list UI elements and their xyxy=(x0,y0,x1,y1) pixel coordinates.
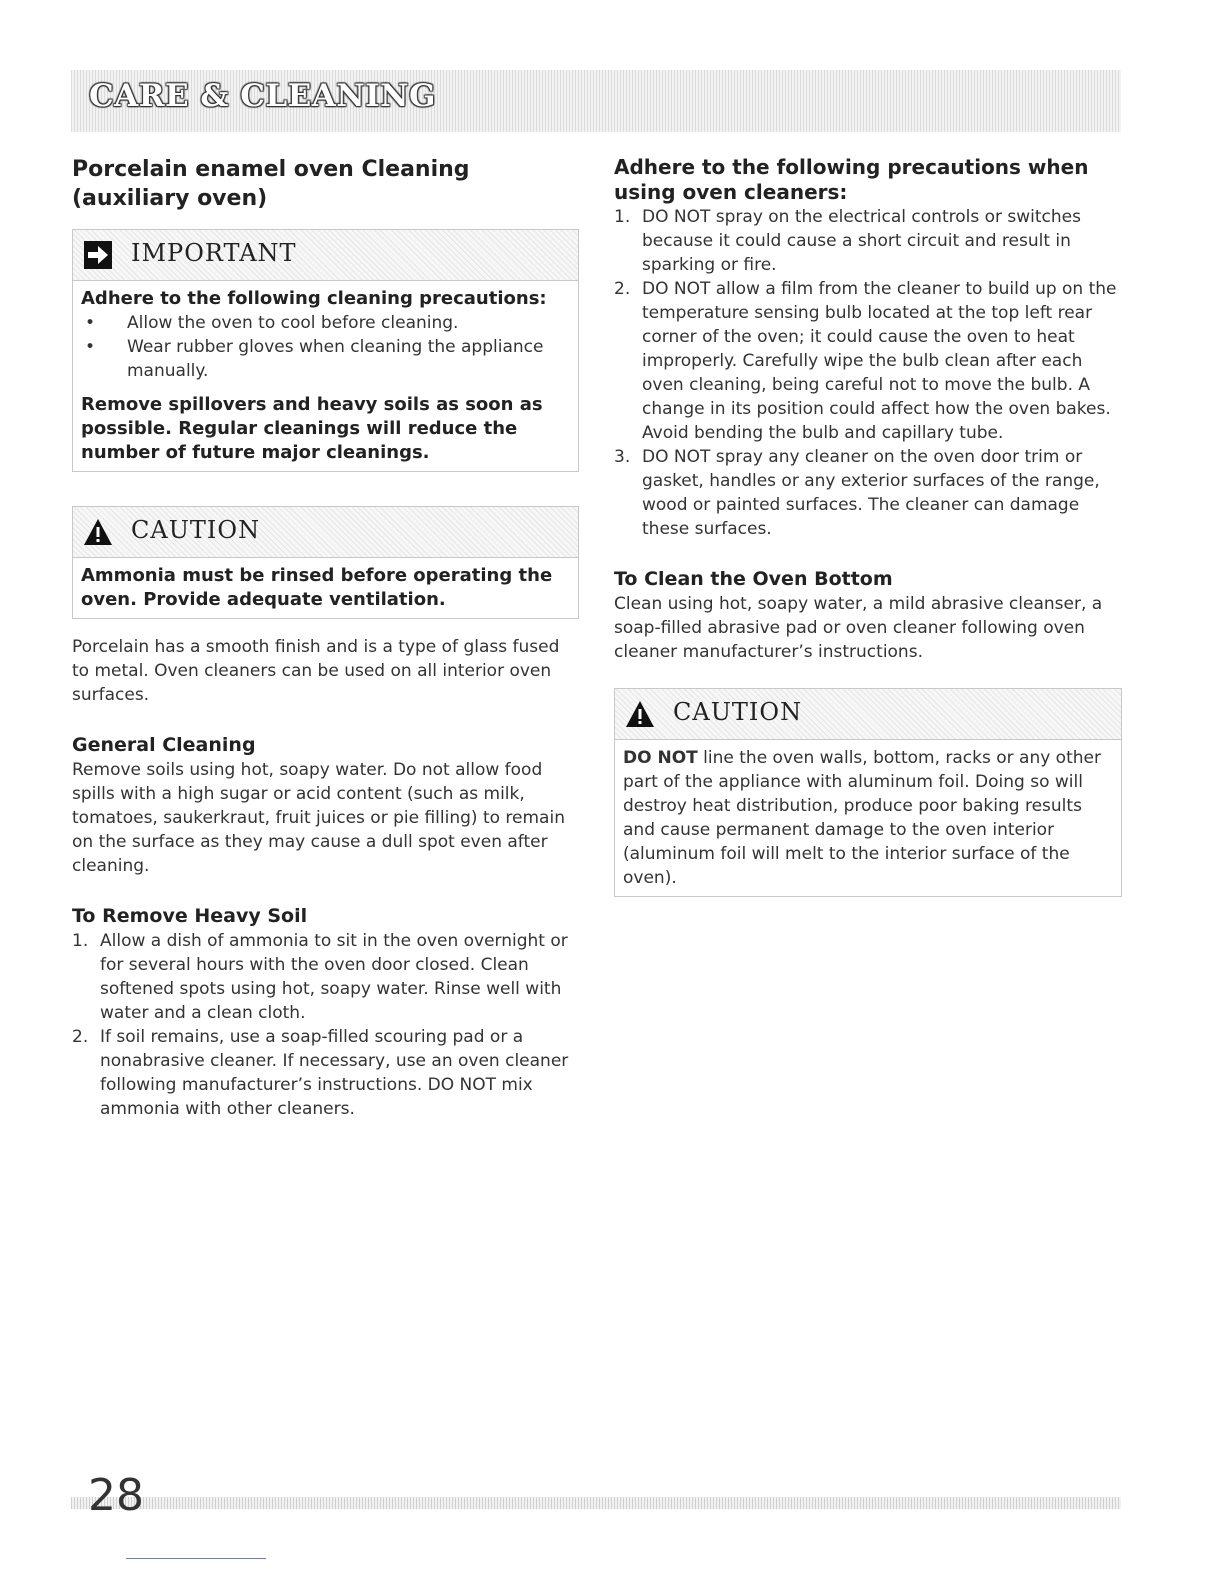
caution-lead: DO NOT xyxy=(623,748,698,768)
caution-label: CAUTION xyxy=(673,698,803,726)
oven-bottom-title: To Clean the Oven Bottom xyxy=(614,568,893,590)
list-item xyxy=(614,445,1122,541)
right-column xyxy=(614,155,1122,913)
list-item xyxy=(614,277,1122,445)
list-item xyxy=(72,1025,579,1121)
list-item xyxy=(72,929,579,1025)
header-band xyxy=(71,70,1121,132)
general-cleaning-title: General Cleaning xyxy=(72,734,256,756)
important-box xyxy=(72,229,579,472)
caution-box-header xyxy=(73,507,578,558)
step-text: DO NOT spray on the electrical controls or switches because it could cause a short circuit and result in sparking or fire. xyxy=(642,207,1081,275)
caution-box-ammonia xyxy=(72,506,579,619)
step-text: Allow a dish of ammonia to sit in the oven overnight or for several hours with the oven door closed. Clean softened spots using hot, soapy water. Rinse well with water and a clean cloth. xyxy=(100,931,568,1023)
arrow-right-icon xyxy=(83,240,113,270)
step-text: DO NOT spray any cleaner on the oven door trim or gasket, handles or any exterior surfaces of the range, wood or painted surfaces. The cleaner can damage these surfaces. xyxy=(642,447,1100,539)
page-title: CARE & CLEANING xyxy=(89,78,436,114)
caution-text xyxy=(623,746,1113,890)
step-number: 2. xyxy=(72,1027,89,1047)
heavy-soil-title: To Remove Heavy Soil xyxy=(72,905,308,927)
caution-box-body xyxy=(73,558,578,618)
important-heading: Adhere to the following cleaning precautions: xyxy=(81,288,547,309)
step-text: If soil remains, use a soap-filled scouring pad or a nonabrasive cleaner. If necessary, use an oven cleaner following manufacturer’s instructions. DO NOT mix ammonia with other cleaners. xyxy=(100,1027,569,1119)
important-box-body xyxy=(73,281,578,471)
caution-box-body xyxy=(615,740,1121,896)
general-cleaning-text: Remove soils using hot, soapy water. Do not allow food spills with a high sugar or acid content (such as milk, tomatoes, saukerkraut, fruit juices or pie filling) to remain on the surface as they may cause a dull spot even after cleaning. xyxy=(72,760,565,876)
warning-triangle-icon xyxy=(625,699,655,729)
warning-triangle-icon xyxy=(83,517,113,547)
list-item: • Allow the oven to cool before cleaning. xyxy=(81,311,570,335)
step-number: 1. xyxy=(72,931,89,951)
oven-bottom-text: Clean using hot, soapy water, a mild abrasive cleanser, a soap-filled abrasive pad or oven cleaner following oven cleaner manufacturer’s instructions. xyxy=(614,594,1103,662)
step-number: 1. xyxy=(614,207,631,227)
step-text: DO NOT allow a film from the cleaner to build up on the temperature sensing bulb located at the top left rear corner of the oven; it could cause the oven to heat improperly. Carefully wipe the bulb clean after each oven cleaning, being careful not to move the bulb. A change in its position could affect how the oven bakes. Avoid bending the bulb and capillary tube. xyxy=(642,279,1117,443)
list-item xyxy=(614,205,1122,277)
important-note: Remove spillovers and heavy soils as soon as possible. Regular cleanings will reduce the number of future major cleanings. xyxy=(81,394,543,463)
footer-band xyxy=(71,1497,1121,1509)
caution-text: Ammonia must be rinsed before operating the oven. Provide adequate ventilation. xyxy=(81,565,553,610)
list-item: • Wear rubber gloves when cleaning the appliance manually. xyxy=(81,335,570,383)
step-number: 2. xyxy=(614,279,631,299)
caution-box-foil xyxy=(614,688,1122,897)
left-column xyxy=(72,155,579,1121)
important-bullets xyxy=(81,311,570,383)
caution-box-header xyxy=(615,689,1121,740)
precautions-title: Adhere to the following precautions when using oven cleaners: xyxy=(614,155,1089,204)
important-box-header xyxy=(73,230,578,281)
heavy-soil-steps xyxy=(72,929,579,1121)
caution-label: CAUTION xyxy=(131,516,261,544)
important-label: IMPORTANT xyxy=(131,239,297,267)
precautions-steps xyxy=(614,205,1122,541)
intro-paragraph: Porcelain has a smooth finish and is a type of glass fused to metal. Oven cleaners can be used on all interior oven surfaces. xyxy=(72,637,560,705)
page-number: 28 xyxy=(88,1470,144,1521)
step-number: 3. xyxy=(614,447,631,467)
section-title: Porcelain enamel oven Cleaning (auxiliary oven) xyxy=(72,157,470,211)
caution-rest: line the oven walls, bottom, racks or any other part of the appliance with aluminum foil. Doing so will destroy heat distribution, produce poor baking results and cause permanent damage to the oven interior (aluminum foil will melt to the interior surface of the oven). xyxy=(623,748,1101,888)
footer-rule xyxy=(126,1558,266,1559)
